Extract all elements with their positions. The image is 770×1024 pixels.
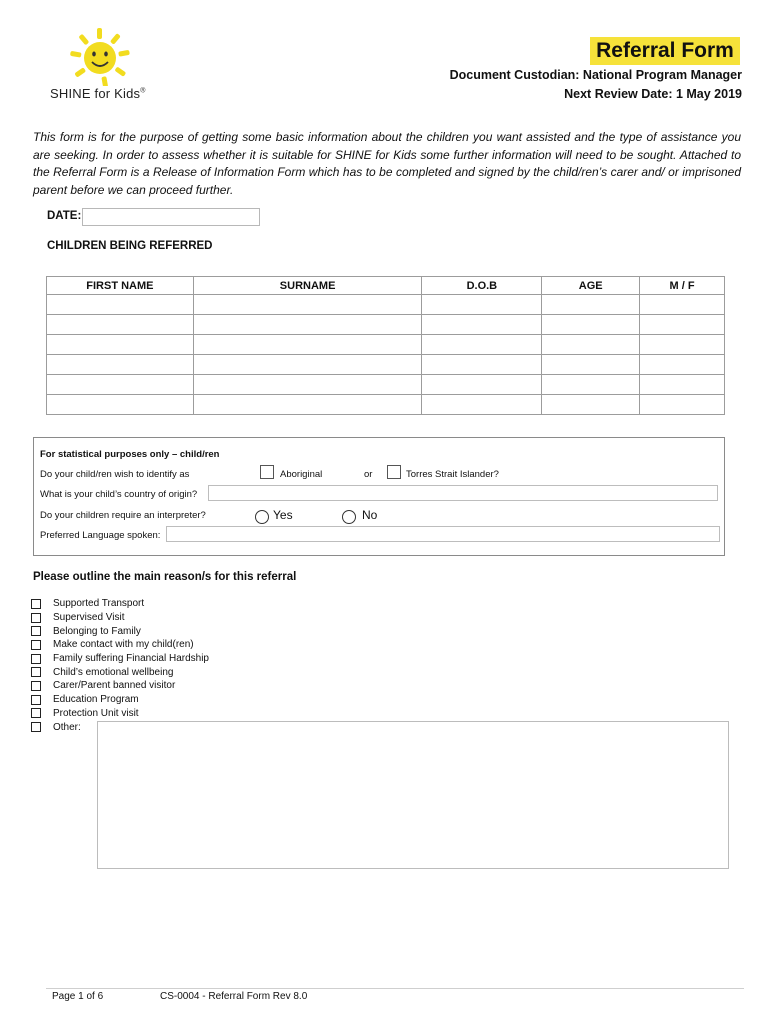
table-cell-input[interactable]: [640, 335, 725, 355]
logo-text: SHINE for Kids®: [50, 86, 146, 101]
children-table: [46, 276, 725, 415]
table-cell-input[interactable]: [193, 335, 422, 355]
list-item: [31, 611, 209, 625]
table-cell-input[interactable]: [47, 335, 194, 355]
statistics-heading: For statistical purposes only – child/ren: [40, 449, 220, 460]
statistics-box: [33, 437, 725, 556]
no-label: No: [362, 508, 378, 522]
reason-checkbox[interactable]: [31, 667, 41, 677]
table-row: [47, 395, 725, 415]
table-cell-input[interactable]: [422, 395, 542, 415]
table-row: [47, 315, 725, 335]
children-heading: CHILDREN BEING REFERRED: [47, 240, 213, 252]
table-cell-input[interactable]: [640, 355, 725, 375]
language-question: Preferred Language spoken:: [40, 530, 161, 541]
reason-label: Make contact with my child(ren): [53, 639, 194, 651]
reason-label: Protection Unit visit: [53, 707, 139, 719]
table-cell-input[interactable]: [640, 395, 725, 415]
yes-label: Yes: [273, 508, 293, 522]
table-cell-input[interactable]: [422, 355, 542, 375]
identify-question: Do your child/ren wish to identify as: [40, 469, 190, 480]
table-cell-input[interactable]: [47, 395, 194, 415]
table-cell-input[interactable]: [542, 335, 640, 355]
reason-label: Family suffering Financial Hardship: [53, 653, 209, 665]
sun-icon: [60, 26, 140, 86]
preferred-language-input[interactable]: [166, 526, 720, 542]
list-item: [31, 624, 209, 638]
origin-question: What is your child’s country of origin?: [40, 489, 198, 500]
reason-label: Belonging to Family: [53, 625, 141, 637]
reason-checkbox[interactable]: [31, 613, 41, 623]
intro-paragraph: This form is for the purpose of getting some basic information about the children you want assisted and the type of assistance you are seeking. In order to assess whether it is suitable for SHINE for Kids some further information will need to be sought. Attached to the Referral Form is a Release of Information Form which has to be completed and signed by the child/ren’s carer and/ or imprisoned parent before we can proceed further.: [33, 130, 741, 197]
interpreter-question: Do your children require an interpreter?: [40, 510, 206, 521]
date-input[interactable]: [82, 208, 260, 226]
reason-label: Supervised Visit: [53, 612, 125, 624]
aboriginal-checkbox[interactable]: [260, 465, 274, 479]
date-label: DATE:: [47, 210, 82, 222]
list-item: [31, 597, 209, 611]
or-label: or: [364, 469, 373, 480]
table-cell-input[interactable]: [542, 395, 640, 415]
table-cell-input[interactable]: [47, 315, 194, 335]
reason-checkbox[interactable]: [31, 626, 41, 636]
table-cell-input[interactable]: [193, 295, 422, 315]
reasons-heading: Please outline the main reason/s for this referral: [33, 571, 297, 583]
table-row: [47, 335, 725, 355]
children-table-body: [47, 295, 725, 415]
reason-label: Supported Transport: [53, 598, 145, 610]
reason-checkbox[interactable]: [31, 722, 41, 732]
reason-checkbox[interactable]: [31, 640, 41, 650]
reason-checkbox[interactable]: [31, 681, 41, 691]
table-cell-input[interactable]: [640, 295, 725, 315]
table-cell-input[interactable]: [193, 355, 422, 375]
reason-label: Child’s emotional wellbeing: [53, 666, 174, 678]
document-code: CS-0004 - Referral Form Rev 8.0: [160, 991, 308, 1002]
interpreter-yes-radio[interactable]: [255, 510, 269, 524]
table-cell-input[interactable]: [542, 355, 640, 375]
table-cell-input[interactable]: [542, 295, 640, 315]
table-cell-input[interactable]: [422, 335, 542, 355]
table-cell-input[interactable]: [422, 375, 542, 395]
page-title: Referral Form: [590, 37, 740, 65]
review-date: Next Review Date: 1 May 2019: [564, 87, 742, 101]
table-cell-input[interactable]: [47, 355, 194, 375]
table-row: [47, 375, 725, 395]
reason-checkbox[interactable]: [31, 695, 41, 705]
reason-checkbox[interactable]: [31, 708, 41, 718]
list-item: [31, 679, 209, 693]
reasons-list: [31, 597, 209, 734]
list-item: [31, 638, 209, 652]
aboriginal-label: Aboriginal: [280, 469, 323, 480]
col-dob: D.O.B: [422, 277, 542, 295]
table-cell-input[interactable]: [422, 315, 542, 335]
table-cell-input[interactable]: [47, 375, 194, 395]
col-first-name: FIRST NAME: [47, 277, 194, 295]
other-reason-textarea[interactable]: [97, 721, 729, 869]
table-cell-input[interactable]: [542, 315, 640, 335]
table-cell-input[interactable]: [193, 395, 422, 415]
reason-label: Other:: [53, 721, 81, 733]
table-cell-input[interactable]: [47, 295, 194, 315]
country-of-origin-input[interactable]: [208, 485, 718, 501]
col-gender: M / F: [640, 277, 725, 295]
torres-strait-label: Torres Strait Islander?: [406, 469, 499, 480]
shine-logo: [50, 26, 175, 106]
interpreter-no-radio[interactable]: [342, 510, 356, 524]
col-age: AGE: [542, 277, 640, 295]
reason-checkbox[interactable]: [31, 599, 41, 609]
reason-label: Education Program: [53, 694, 139, 706]
table-cell-input[interactable]: [193, 375, 422, 395]
table-cell-input[interactable]: [640, 315, 725, 335]
table-cell-input[interactable]: [542, 375, 640, 395]
table-cell-input[interactable]: [193, 315, 422, 335]
page-number: Page 1 of 6: [52, 991, 104, 1002]
table-cell-input[interactable]: [422, 295, 542, 315]
list-item: [31, 652, 209, 666]
reason-label: Carer/Parent banned visitor: [53, 680, 176, 692]
footer-divider: [46, 988, 744, 989]
torres-strait-checkbox[interactable]: [387, 465, 401, 479]
list-item: [31, 707, 209, 721]
table-row: [47, 355, 725, 375]
col-surname: SURNAME: [193, 277, 422, 295]
table-row: [47, 295, 725, 315]
table-cell-input[interactable]: [640, 375, 725, 395]
custodian-line: Document Custodian: National Program Manager: [449, 68, 742, 82]
list-item: [31, 665, 209, 679]
reason-checkbox[interactable]: [31, 654, 41, 664]
document-custodian: [450, 66, 742, 104]
list-item: [31, 693, 209, 707]
